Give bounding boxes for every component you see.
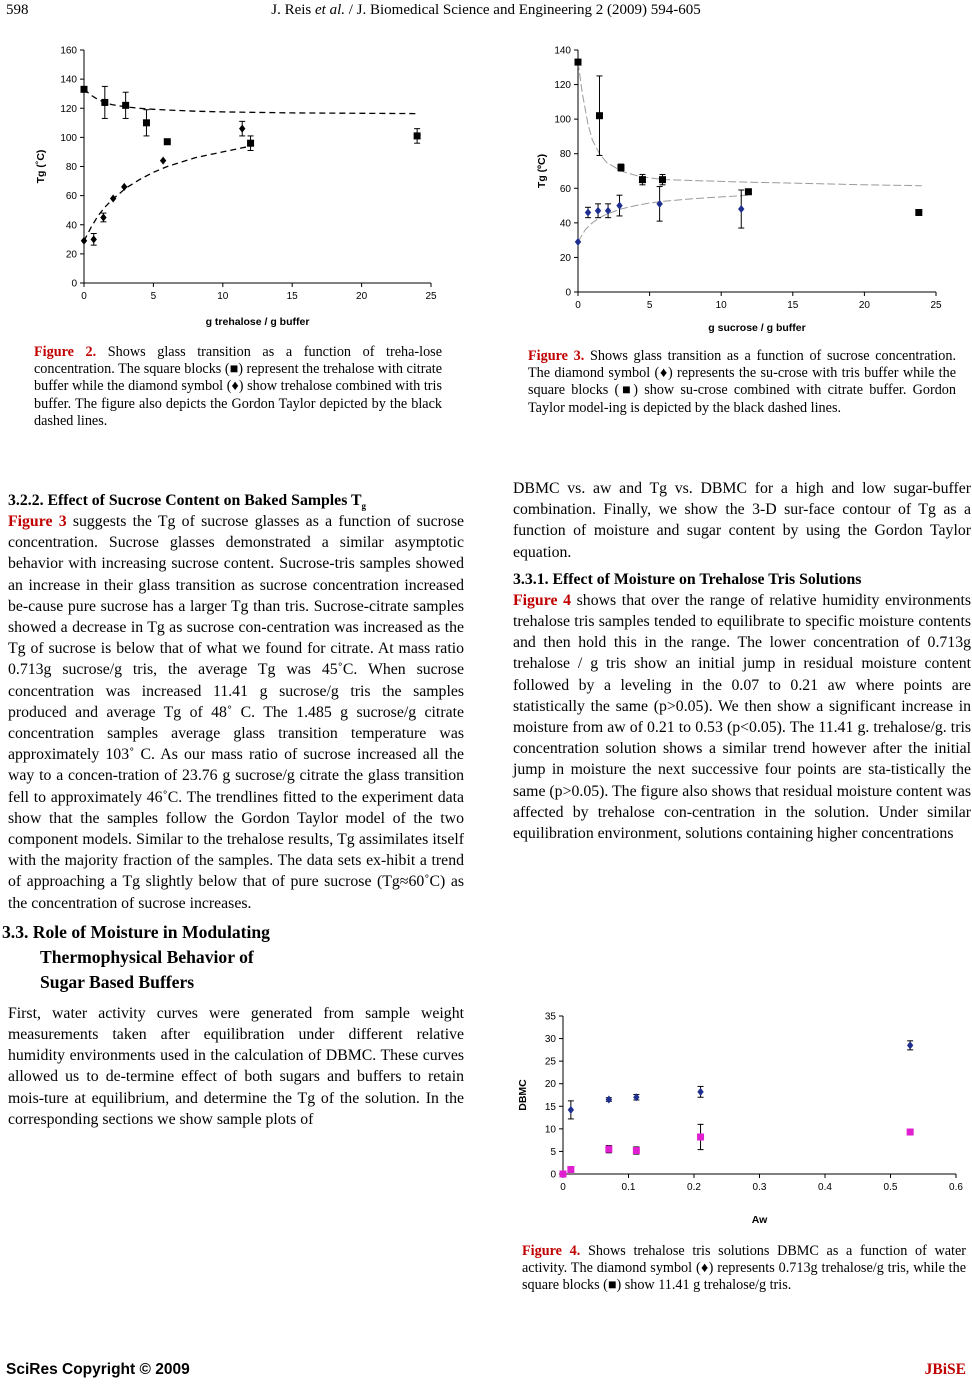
fig4-square-point	[567, 1166, 574, 1173]
fig3-x-tick-label: 5	[646, 300, 653, 311]
fig3-diamond-point	[605, 207, 611, 215]
fig4-square-point	[697, 1133, 704, 1140]
figure-2-plot	[30, 40, 450, 340]
fig4-square-point	[560, 1171, 567, 1178]
fig3-x-tick-label: 25	[930, 300, 942, 311]
figure-4-caption-text: Shows trehalose tris solutions DBMC as a function of water activity. The diamond symbol (♦) represents 0.713g trehalose/g tris, while the square blocks (■) show 11.41 g trehalose/g tris.	[522, 1243, 967, 1294]
section-3-3-title: 3.3. Role of Moisture in Modulating Thermophysical Behavior of Sugar Based Buffers	[2, 921, 270, 992]
fig2-x-tick-label: 15	[286, 291, 298, 302]
fig3-y-tick-label: 20	[559, 252, 571, 264]
figure-3-chart	[528, 40, 948, 340]
figure-4-plot	[510, 1000, 970, 1232]
fig3-diamond-point	[656, 200, 662, 208]
figure-3-link[interactable]: Figure 3	[8, 513, 67, 530]
fig2-fit-line	[84, 89, 417, 113]
fig4-y-tick-label: 35	[544, 1011, 556, 1023]
fig2-y-tick-label: 0	[71, 278, 77, 290]
fig4-diamond-point	[568, 1106, 574, 1114]
section-3-2-2-body: Figure 3 suggests the Tg of sucrose glasses as a function of sucrose concentration. Sucrose glasses demonstrated a similar asymptotic behavior with increasing sucrose content. Sucrose-tris samples showed an increase in their glass transition as sucrose concentration increased be-cause pure sucrose has a larger Tg than tris. Sucrose-citrate samples showed a decrease in Tg as sucrose con-centration was increased as the Tg of sucrose is below that of what we found for citrate. At mass ratio 0.713g sucrose/g tris, the average Tg was 45˚C. When sucrose concentration was increased 11.41 g sucrose/g tris the samples produced and average Tg of 48˚ C. The 1.485 g sucrose/g citrate concentration samples average glass transition temperature was approximately 103˚ C. As our mass ratio of sucrose increased all the way to a concen-tration of 23.76 g sucrose/g citrate the glass transition fell to approximately 46˚C. The trendlines fitted to the experiment data show that the samples follow the Gordon Taylor model of the two component models. Similar to the trehalose results, Tg assimilates itself with the majority fraction of the samples. The data sets ex-hibit a trend of approaching a Tg slightly below that of pure sucrose (Tg≈60˚C) as the concentration of sucrose increases.	[8, 513, 464, 912]
fig2-diamond-point	[110, 195, 116, 203]
fig3-square-point	[659, 176, 666, 183]
fig3-y-tick-label: 100	[554, 114, 571, 126]
figure-3-caption-text: Shows glass transition as a function of sucrose concentration. The diamond symbol (♦) represents the su-crose with tris buffer while the square blocks (■) show su-crose combined with citrate buffer. Gordon Taylor model-ing is depicted by the black dashed lines.	[528, 348, 956, 416]
section-3-2-2-title: 3.2.2. Effect of Sucrose Content on Baked Samples $T_g$	[8, 492, 367, 512]
figure-3-caption	[528, 348, 956, 417]
figure-2-caption	[34, 344, 442, 430]
fig4-y-tick-label: 0	[550, 1169, 556, 1181]
fig2-y-axis-label: Tg (˚C)	[35, 149, 47, 184]
fig4-x-tick-label: 0.4	[818, 1182, 832, 1193]
fig4-x-tick-label: 0.5	[883, 1182, 898, 1193]
fig4-diamond-point	[907, 1041, 913, 1049]
fig2-y-tick-label: 140	[60, 74, 77, 86]
fig3-square-point	[596, 112, 603, 119]
fig2-diamond-point	[239, 125, 245, 133]
fig4-x-axis-label: Aw	[751, 1214, 768, 1226]
figure-2-label: Figure 2.	[34, 344, 97, 360]
fig2-x-tick-label: 10	[217, 291, 229, 302]
fig2-x-tick-label: 25	[425, 291, 437, 302]
fig4-x-tick-label: 0.6	[949, 1182, 963, 1193]
fig4-x-tick-label: 0.2	[687, 1182, 701, 1193]
fig4-square-point	[633, 1147, 640, 1154]
figure-4-caption	[522, 1243, 966, 1295]
fig3-y-axis-label: Tg (ºC)	[536, 153, 548, 189]
running-title: J. Reis et al. / J. Biomedical Science and Engineering 2 (2009) 594-605	[271, 2, 701, 18]
fig2-diamond-point	[100, 213, 106, 221]
fig4-x-tick-label: 0	[560, 1182, 566, 1193]
fig2-square-point	[143, 119, 150, 126]
fig3-x-tick-label: 15	[787, 300, 799, 311]
fig2-y-tick-label: 100	[60, 132, 77, 144]
fig2-y-tick-label: 40	[65, 220, 77, 232]
fig3-diamond-point	[738, 205, 744, 213]
figure-3-plot	[528, 40, 948, 340]
section-3-3-body: First, water activity curves were generated from sample weight measurements taken after equilibration under different relative humidity environments used in the calculation of DBMC. These curves allowed us to de-termine effect of both sugars and buffers to retain mois-ture at equilibrium, and determine the Tg of the solution. In the corresponding sections we show sample plots of	[8, 1004, 464, 1128]
fig3-square-point	[575, 59, 582, 66]
fig3-square-point	[617, 164, 624, 171]
fig2-x-tick-label: 20	[356, 291, 368, 302]
fig2-x-axis-label: g trehalose / g buffer	[205, 316, 310, 328]
fig2-diamond-point	[91, 235, 97, 243]
fig2-square-point	[122, 102, 129, 109]
fig3-y-tick-label: 120	[554, 80, 571, 92]
section-3-3-1-body: Figure 4 shows that over the range of relative humidity environments trehalose tris samples tended to equilibrate to specific moisture contents and then hold this in the range. The lower concentration of 0.713g trehalose / g tris show an initial jump in residual moisture content followed by a leveling in the 0.07 to 0.21 aw where points are statistically the same (p>0.05). We then show a significant increase in moisture from aw of 0.21 to 0.53 (p<0.05). The 11.41 g. trehalose/g. tris concentration solution shows a similar trend however after the initial jump in moisture the next successive four points are sta-tistically the same (p>0.05). The figure also shows that residual moisture content was affected by trehalose con-centration in the solution. Under similar equilibration environment, solutions containing higher concentrations	[513, 591, 972, 843]
fig3-x-tick-label: 0	[575, 300, 581, 311]
fig3-y-tick-label: 140	[554, 45, 571, 57]
fig3-diamond-point	[595, 207, 601, 215]
figure-4-chart	[510, 1000, 970, 1232]
fig4-y-tick-label: 15	[544, 1101, 556, 1113]
figure-3-label: Figure 3.	[528, 348, 585, 364]
section-3-3-1-title: 3.3.1. Effect of Moisture on Trehalose Tris Solutions	[513, 570, 862, 588]
fig4-y-tick-label: 20	[544, 1079, 556, 1091]
figure-2-caption-text: Shows glass transition as a function of treha-lose concentration. The square blocks (■) represent the trehalose with citrate buffer while the diamond symbol (♦) show trehalose combined with tris buffer. The figure also depicts the Gordon Taylor depicted by the black dashed lines.	[34, 344, 442, 429]
copyright-footer: SciRes Copyright © 2009	[6, 1361, 190, 1378]
fig2-x-tick-label: 0	[81, 291, 87, 302]
fig3-x-tick-label: 10	[715, 300, 727, 311]
fig2-square-point	[101, 99, 108, 106]
fig4-y-axis-label: DBMC	[517, 1079, 529, 1111]
fig4-diamond-point	[606, 1096, 612, 1104]
fig4-x-tick-label: 0.3	[752, 1182, 767, 1193]
fig4-y-tick-label: 10	[544, 1124, 556, 1136]
fig3-square-point	[915, 209, 922, 216]
section-3-3-continued: DBMC vs. aw and Tg vs. DBMC for a high and low sugar-buffer combination. Finally, we show the 3-D sur-face contour of Tg as a function of moisture and sugar content by using the Gordon Taylor equation.	[513, 480, 971, 561]
fig2-square-point	[414, 132, 421, 139]
fig3-square-point	[745, 188, 752, 195]
fig3-fit-line	[578, 195, 750, 242]
fig3-x-tick-label: 20	[858, 300, 870, 311]
fig4-y-tick-label: 30	[544, 1034, 556, 1046]
fig4-square-point	[605, 1146, 612, 1153]
fig2-x-tick-label: 5	[150, 291, 157, 302]
fig2-y-tick-label: 120	[60, 103, 77, 115]
fig3-y-tick-label: 0	[565, 287, 571, 299]
fig4-x-tick-label: 0.1	[621, 1182, 636, 1193]
journal-abbreviation: JBiSE	[924, 1361, 966, 1378]
page-number: 598	[6, 2, 29, 18]
left-column	[2, 490, 464, 1130]
fig2-y-tick-label: 20	[65, 249, 77, 261]
figure-2-chart	[30, 40, 450, 340]
fig2-diamond-point	[121, 183, 127, 191]
fig3-diamond-point	[585, 208, 591, 216]
fig4-y-tick-label: 5	[550, 1146, 556, 1158]
fig4-diamond-point	[697, 1088, 703, 1096]
fig2-diamond-point	[81, 237, 87, 245]
fig2-square-point	[164, 138, 171, 145]
fig2-diamond-point	[160, 157, 166, 165]
figure-4-link[interactable]: Figure 4	[513, 591, 572, 609]
fig2-y-tick-label: 80	[65, 162, 77, 173]
fig2-square-point	[247, 140, 254, 147]
fig3-fit-line	[578, 62, 922, 186]
right-column	[513, 478, 971, 844]
fig4-square-point	[907, 1129, 914, 1136]
fig3-y-tick-label: 80	[559, 149, 571, 161]
fig3-y-tick-label: 60	[559, 183, 571, 195]
fig3-square-point	[639, 176, 646, 183]
fig2-y-tick-label: 160	[60, 45, 77, 57]
figure-4-label: Figure 4.	[522, 1243, 581, 1259]
fig2-fit-line	[84, 146, 251, 241]
fig4-y-tick-label: 25	[544, 1056, 556, 1068]
fig3-x-axis-label: g sucrose / g buffer	[708, 322, 806, 334]
fig3-y-tick-label: 40	[559, 218, 571, 230]
fig2-square-point	[81, 86, 88, 93]
fig2-y-tick-label: 60	[65, 191, 77, 203]
